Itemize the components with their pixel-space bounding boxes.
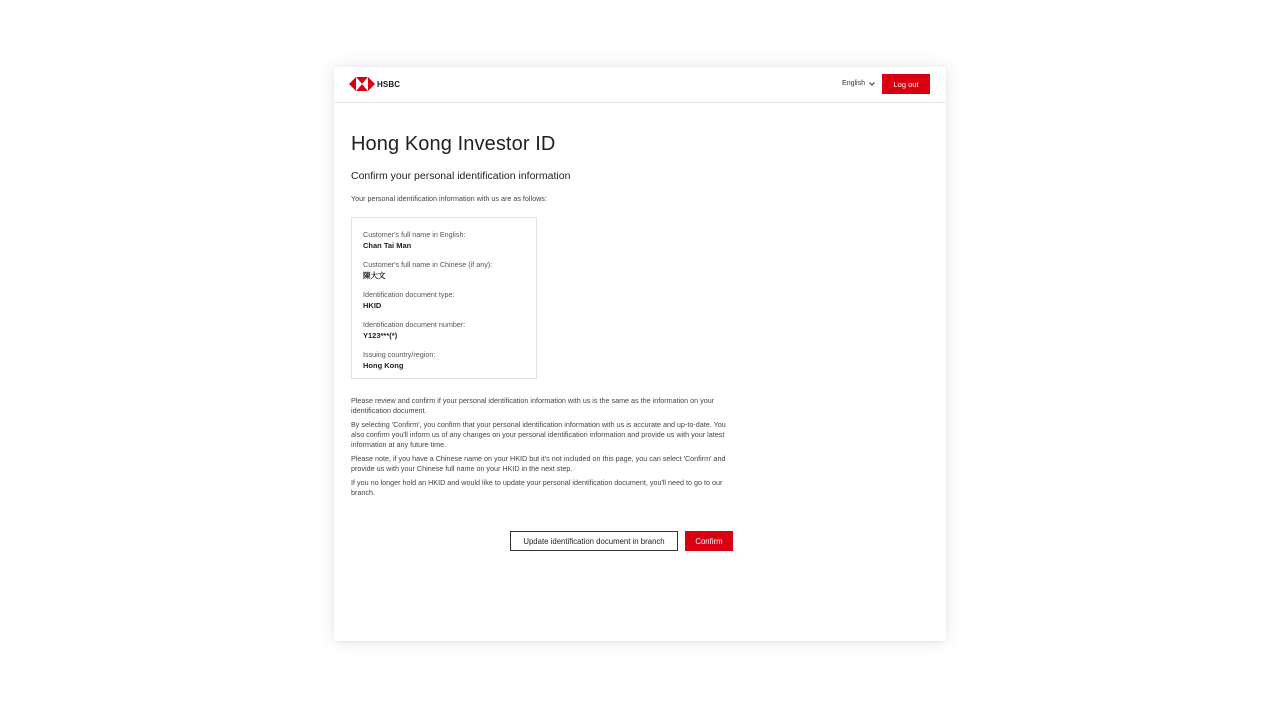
field-issuing-country xyxy=(363,350,525,371)
language-selector[interactable] xyxy=(842,80,875,87)
field-chinese-name xyxy=(363,260,525,281)
field-english-name xyxy=(363,230,525,251)
field-value: Y123***(*) xyxy=(363,331,398,340)
investor-id-card xyxy=(334,67,946,641)
hsbc-logo[interactable] xyxy=(349,77,400,91)
confirmation-notes xyxy=(351,396,735,498)
field-document-type xyxy=(363,290,525,311)
note-paragraph: Please review and confirm if your personal identification information with us is the same as the information on your identification document. xyxy=(351,396,715,415)
logout-button[interactable]: Log out xyxy=(882,74,930,94)
confirm-button[interactable]: Confirm xyxy=(685,531,733,551)
intro-text: Your personal identification information with us are as follows: xyxy=(351,194,547,203)
note-paragraph: If you no longer hold an HKID and would like to update your personal identification document, you'll need to go to our branch. xyxy=(351,478,723,497)
field-label: Customer's full name in English: xyxy=(363,230,466,239)
chevron-down-icon xyxy=(869,82,875,86)
main-content xyxy=(351,131,751,502)
field-value: 陳大文 xyxy=(363,271,386,280)
language-label: English xyxy=(842,80,865,87)
top-header xyxy=(334,67,946,103)
hsbc-hexagon-logo-icon xyxy=(349,77,375,91)
field-value: Chan Tai Man xyxy=(363,241,412,250)
page-subtitle: Confirm your personal identification information xyxy=(351,170,571,182)
note-paragraph: Please note, if you have a Chinese name on your HKID but it's not included on this page, you can select 'Confirm' and provide us with your Chinese full name on your HKID in the next step. xyxy=(351,454,726,473)
field-value: HKID xyxy=(363,301,382,310)
update-document-in-branch-button[interactable]: Update identification document in branch xyxy=(510,531,678,551)
field-label: Customer's full name in Chinese (if any): xyxy=(363,260,493,269)
field-value: Hong Kong xyxy=(363,361,404,370)
field-label: Identification document number: xyxy=(363,320,466,329)
note-paragraph: By selecting 'Confirm', you confirm that your personal identification information with us is accurate and up-to-date. You also confirm you'll inform us of any changes on your personal identification information and provide us with your latest information at any future time. xyxy=(351,420,726,449)
field-label: Issuing country/region: xyxy=(363,350,436,359)
identification-info-box xyxy=(351,217,537,379)
field-document-number xyxy=(363,320,525,341)
field-label: Identification document type: xyxy=(363,290,455,299)
logo-text: HSBC xyxy=(377,79,401,89)
page-title: Hong Kong Investor ID xyxy=(351,133,556,155)
